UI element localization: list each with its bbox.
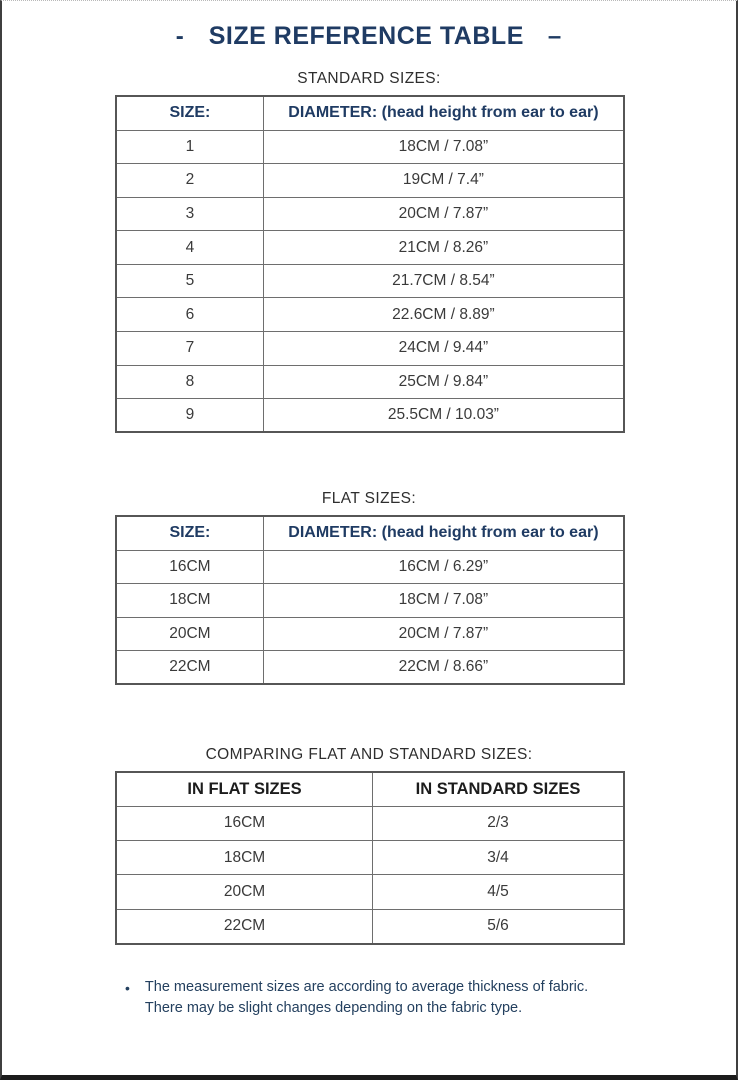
table-row — [116, 399, 624, 433]
table-row — [116, 909, 624, 943]
measurement-footnote — [125, 977, 588, 1019]
size-cell: 8 — [116, 365, 263, 399]
size-cell: 7 — [116, 332, 263, 366]
table-row — [116, 651, 624, 685]
table-row — [116, 264, 624, 298]
size-cell: 5 — [116, 264, 263, 298]
diameter-cell: 20CM / 7.87” — [263, 617, 624, 651]
flat-size-cell: 22CM — [116, 909, 373, 943]
size-cell: 4 — [116, 231, 263, 265]
flat-sizes-label: FLAT SIZES: — [321, 490, 417, 507]
size-cell: 18CM — [116, 584, 263, 618]
standard-size-cell: 4/5 — [373, 875, 624, 909]
size-cell: 3 — [116, 197, 263, 231]
footnote-text — [145, 977, 588, 1019]
column-header-size: SIZE: — [116, 516, 263, 550]
page-title — [2, 22, 736, 51]
flat-sizes-table — [115, 515, 625, 685]
comparison-table — [115, 771, 625, 945]
title-right-dash: – — [547, 22, 563, 50]
standard-size-cell: 5/6 — [373, 909, 624, 943]
column-header-size: SIZE: — [116, 96, 263, 130]
diameter-cell: 25.5CM / 10.03” — [263, 399, 624, 433]
table-row — [116, 332, 624, 366]
standard-size-cell: 3/4 — [373, 840, 624, 874]
column-header-diameter: DIAMETER: (head height from ear to ear) — [263, 516, 624, 550]
table-header-row — [116, 516, 624, 550]
size-cell: 2 — [116, 164, 263, 198]
size-cell: 22CM — [116, 651, 263, 685]
column-header-flat-sizes: IN FLAT SIZES — [116, 772, 373, 806]
table-row — [116, 197, 624, 231]
table-row — [116, 584, 624, 618]
size-cell: 1 — [116, 130, 263, 164]
table-row — [116, 298, 624, 332]
diameter-cell: 21.7CM / 8.54” — [263, 264, 624, 298]
footnote-line2: There may be slight changes depending on the fabric type. — [144, 1000, 523, 1017]
comparison-label: COMPARING FLAT AND STANDARD SIZES: — [205, 746, 533, 763]
size-cell: 9 — [116, 399, 263, 433]
size-cell: 20CM — [116, 617, 263, 651]
table-row — [116, 231, 624, 265]
diameter-cell: 21CM / 8.26” — [263, 231, 624, 265]
diameter-cell: 22.6CM / 8.89” — [263, 298, 624, 332]
page-title-text: SIZE REFERENCE TABLE — [208, 22, 524, 50]
standard-sizes-table — [115, 95, 625, 433]
diameter-cell: 20CM / 7.87” — [263, 197, 624, 231]
table-row — [116, 875, 624, 909]
standard-sizes-label: STANDARD SIZES: — [297, 70, 441, 87]
standard-size-cell: 2/3 — [373, 806, 624, 840]
table-row — [116, 130, 624, 164]
column-header-diameter: DIAMETER: (head height from ear to ear) — [263, 96, 624, 130]
diameter-cell: 18CM / 7.08” — [263, 584, 624, 618]
table-row — [116, 365, 624, 399]
table-header-row — [116, 96, 624, 130]
table-header-row — [116, 772, 624, 806]
diameter-cell: 18CM / 7.08” — [263, 130, 624, 164]
diameter-cell: 25CM / 9.84” — [263, 365, 624, 399]
diameter-cell: 22CM / 8.66” — [263, 651, 624, 685]
flat-size-cell: 20CM — [116, 875, 373, 909]
diameter-cell: 16CM / 6.29” — [263, 550, 624, 584]
size-cell: 6 — [116, 298, 263, 332]
diameter-cell: 24CM / 9.44” — [263, 332, 624, 366]
table-row — [116, 550, 624, 584]
bullet-icon: • — [125, 980, 130, 996]
diameter-cell: 19CM / 7.4” — [263, 164, 624, 198]
table-row — [116, 840, 624, 874]
footnote-line1: The measurement sizes are according to average thickness of fabric. — [144, 979, 589, 995]
flat-size-cell: 18CM — [116, 840, 373, 874]
size-cell: 16CM — [116, 550, 263, 584]
flat-size-cell: 16CM — [116, 806, 373, 840]
title-left-dash: - — [175, 22, 185, 50]
column-header-standard-sizes: IN STANDARD SIZES — [373, 772, 624, 806]
table-row — [116, 617, 624, 651]
table-row — [116, 806, 624, 840]
table-row — [116, 164, 624, 198]
